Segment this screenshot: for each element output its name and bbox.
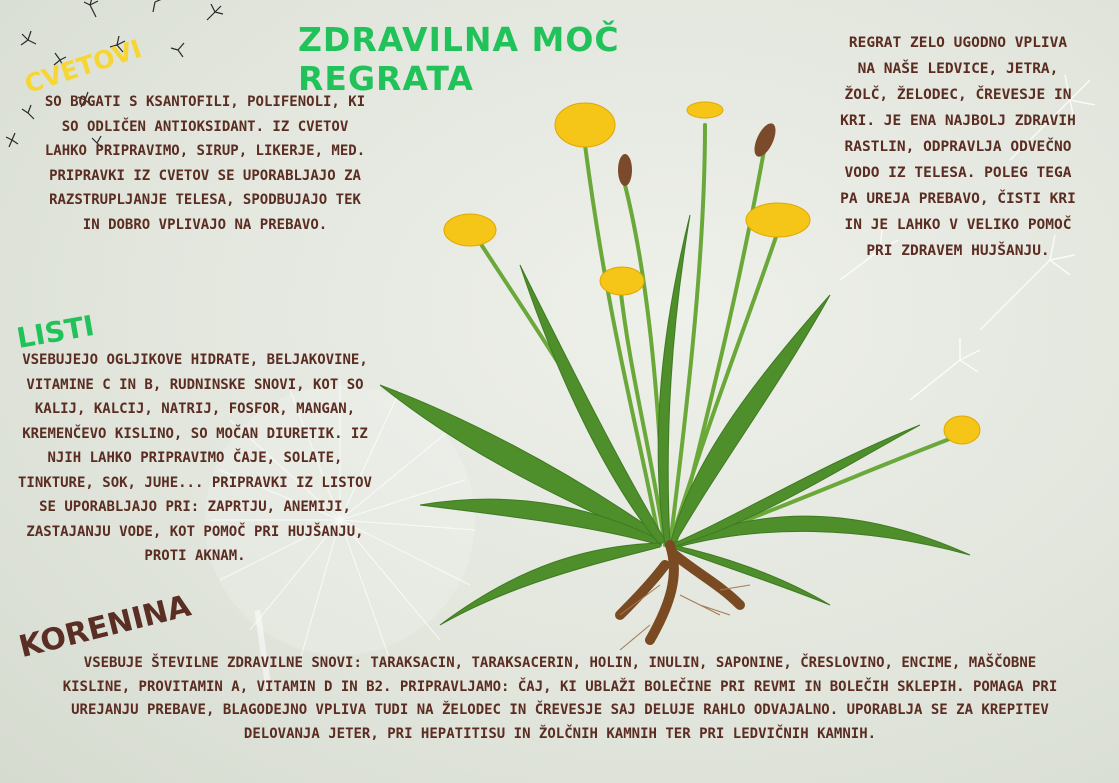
intro-text: REGRAT ZELO UGODNO VPLIVA NA NAŠE LEDVICE, JETRA, ŽOLČ, ŽELODEC, ČREVESJE IN KRI. JE ENA NAJBOLJ ZDRAVIH RASTLIN, ODPRAVLJA ODVEČNO VODO IZ TELESA. POLEG TEGA PA UREJA PREBAVO, ČISTI KRI IN JE LAHKO V VELIKO POMOČ PRI ZDRAVEM HUJŠANJU. (840, 35, 1076, 259)
page-title: ZDRAVILNA MOČ REGRATA (298, 20, 620, 98)
korenina-heading: KORENINA (15, 588, 195, 665)
cvetovi-text: SO BOGATI S KSANTOFILI, POLIFENOLI, KI SO ODLIČEN ANTIOKSIDANT. IZ CVETOV LAHKO PRIPRAVIMO, SIRUP, LIKERJE, MED. PRIPRAVKI IZ CVETOV SE UPORABLJAJO ZA RAZSTRUPLJANJE TELESA, SPODBUJAJO TEK IN DOBRO VPLIVAJO NA PREBAVO. (44, 94, 366, 233)
cvetovi-heading: CVETOVI (21, 34, 146, 100)
korenina-text: VSEBUJE ŠTEVILNE ZDRAVILNE SNOVI: TARAKSACIN, TARAKSACERIN, HOLIN, INULIN, SAPONINE, ČRESLOVINO, ENCIME, MAŠČOBNE KISLINE, PROVITAMIN A, VITAMIN D IN B2. PRIPRAVLJAMO: ČAJ, KI UBLAŽI BOLEČINE PRI REVMI IN BOLEČIH SKLEPIH. POMAGA PRI UREJANJU PREBAVE, BLAGODEJNO VPLIVA TUDI NA ŽELODEC IN ČREVESJE SAJ DELUJE RAHLO ODVAJALNO. UPORABLJA SE ZA KREPITEV DELOVANJA JETER, PRI HEPATITISU IN ŽOLČNIH KAMNIH TER PRI LEDVIČNIH KAMNIH. (62, 655, 1058, 742)
listi-heading: LISTI (14, 308, 97, 355)
listi-text: VSEBUJEJO OGLJIKOVE HIDRATE, BELJAKOVINE, VITAMINE C IN B, RUDNINSKE SNOVI, KOT SO KALIJ, KALCIJ, NATRIJ, FOSFOR, MANGAN, KREMENČEVO KISLINO, SO MOČAN DIURETIK. IZ NJIH LAHKO PRIPRAVIMO ČAJE, SOLATE, TINKTURE, SOK, JUHE... PRIPRAVKI IZ LISTOV SE UPORABLJAJO PRI: ZAPRTJU, ANEMIJI, ZASTAJANJU VODE, KOT POMOČ PRI HUJŠANJU, PROTI AKNAM. (17, 352, 372, 564)
